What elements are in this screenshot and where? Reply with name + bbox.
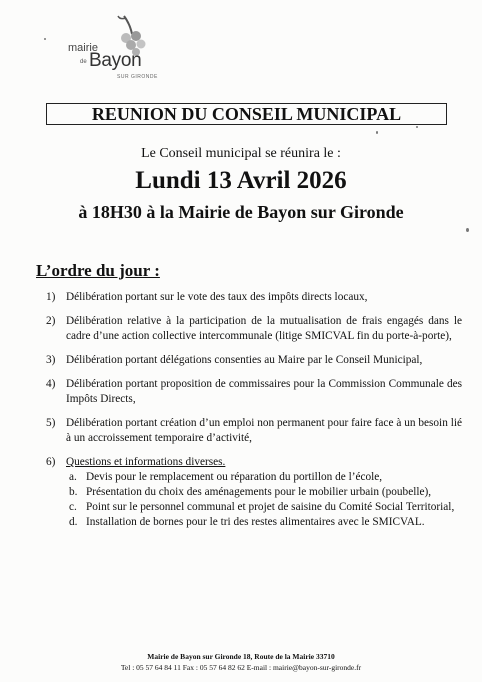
meeting-title: REUNION DU CONSEIL MUNICIPAL (46, 103, 447, 125)
agenda-item-text: Délibération portant création d’un emploi non permanent pour faire face à un besoin lié à un accroissement temporaire d’activité, (66, 417, 462, 444)
sub-item (36, 500, 462, 515)
sub-item-text: Devis pour le remplacement ou réparation du portillon de l’école, (86, 471, 383, 483)
meeting-date: Lundi 13 Avril 2026 (135, 167, 347, 194)
logo-de-text: de (80, 59, 87, 65)
agenda-item (36, 377, 462, 407)
sub-item (36, 470, 462, 485)
sub-item-list (36, 470, 462, 530)
sub-item-letter: b. (69, 486, 78, 498)
agenda-item-number: 3) (46, 354, 56, 366)
scan-speck (44, 38, 46, 40)
sub-item-text: Installation de bornes pour le tri des restes alimentaires avec le SMICVAL. (86, 516, 425, 528)
agenda-item (36, 416, 462, 446)
scan-speck (416, 126, 418, 128)
logo-mairie-text: mairie (68, 42, 98, 54)
logo-sur-gironde-text: SUR GIRONDE (117, 74, 158, 80)
footer-address: Mairie de Bayon sur Gironde 18, Route de la Mairie 33710 (147, 652, 335, 661)
sub-item (36, 515, 462, 530)
intro-text: Le Conseil municipal se réunira le : (141, 146, 341, 161)
scan-speck (466, 228, 469, 232)
agenda-item-number: 1) (46, 291, 56, 303)
sub-item (36, 485, 462, 500)
agenda-item (36, 290, 462, 305)
agenda-item (36, 353, 462, 368)
agenda-item-text: Délibération portant sur le vote des taux des impôts directs locaux, (66, 291, 368, 303)
mairie-logo (64, 14, 174, 80)
scan-speck (376, 131, 378, 134)
agenda-item-number: 6) (46, 456, 56, 468)
sub-item-letter: a. (69, 471, 77, 483)
agenda-item-text: Délibération portant proposition de commissaires pour la Commission Communale des Impôts Directs, (66, 378, 462, 405)
sub-item-letter: c. (69, 501, 77, 513)
agenda-item (36, 455, 462, 470)
sub-item-letter: d. (69, 516, 78, 528)
agenda-item-text: Délibération portant délégations consenties au Maire par le Conseil Municipal, (66, 354, 423, 366)
agenda-item (36, 314, 462, 344)
agenda-heading: L’ordre du jour : (36, 261, 160, 280)
sub-item-text: Présentation du choix des aménagements pour le mobilier urbain (poubelle), (86, 486, 432, 498)
sub-item-text: Point sur le personnel communal et projet de saisine du Comité Social Territorial, (86, 501, 455, 513)
agenda-item-number: 2) (46, 315, 56, 327)
footer (0, 651, 482, 673)
agenda-list (36, 290, 462, 530)
logo-bayon-text: Bayon (89, 50, 142, 71)
agenda-item-text: Délibération relative à la participation de la mutualisation de frais engagés dans le cadre d’une action collective intercommunale (litige SMICVAL fin du porte-à-porte), (66, 315, 462, 342)
agenda-item-number: 5) (46, 417, 56, 429)
meeting-time-place: à 18H30 à la Mairie de Bayon sur Gironde (78, 202, 404, 222)
footer-contact: Tel : 05 57 64 84 11 Fax : 05 57 64 82 62 E-mail : mairie@bayon-sur-gironde.fr (120, 663, 362, 672)
agenda-item-number: 4) (46, 378, 56, 390)
agenda-item-text: Questions et informations diverses. (66, 456, 226, 468)
